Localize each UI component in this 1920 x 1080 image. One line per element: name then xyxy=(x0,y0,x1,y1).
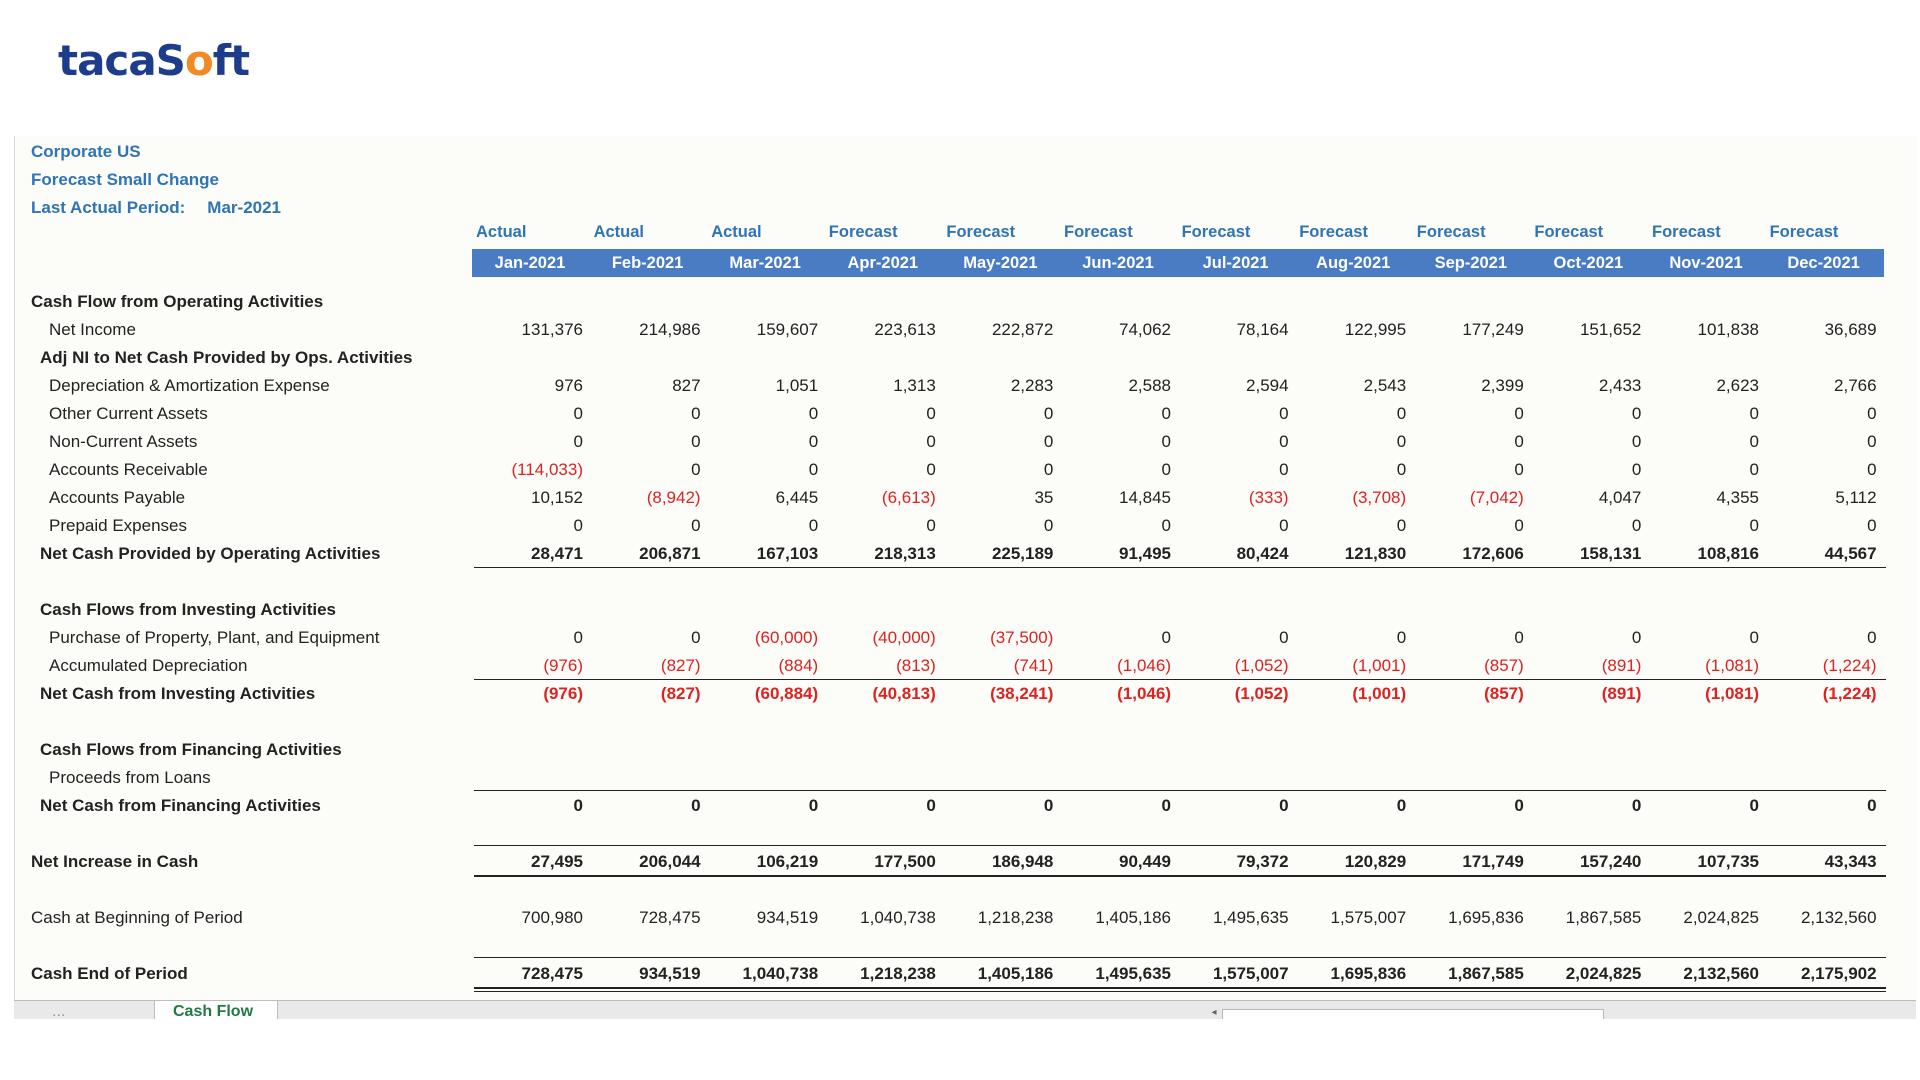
table-cell[interactable]: 0 xyxy=(1631,516,1642,535)
table-cell[interactable]: 2,543 xyxy=(1363,376,1407,395)
table-cell[interactable]: 2,588 xyxy=(1128,376,1171,395)
table-cell[interactable]: 0 xyxy=(691,796,701,815)
table-cell[interactable]: (60,000) xyxy=(754,628,819,647)
table-cell[interactable]: 1,867,585 xyxy=(1448,964,1524,983)
table-cell[interactable]: 728,475 xyxy=(521,964,583,983)
table-cell[interactable]: 1,575,007 xyxy=(1330,908,1407,927)
column-type-7: Forecast xyxy=(1299,223,1368,241)
row-label: Cash at Beginning of Period xyxy=(31,908,243,927)
row-label: Non-Current Assets xyxy=(49,432,198,451)
column-type-5: Forecast xyxy=(1064,223,1133,241)
table-cell[interactable]: 0 xyxy=(1867,796,1877,815)
table-cell[interactable]: (40,813) xyxy=(872,684,936,703)
table-cell[interactable]: 0 xyxy=(1631,404,1642,423)
table-cell[interactable]: 1,040,738 xyxy=(860,908,936,927)
column-period-3: Apr-2021 xyxy=(847,254,919,272)
table-cell[interactable]: (1,081) xyxy=(1705,656,1759,675)
table-cell[interactable]: 0 xyxy=(1279,460,1289,479)
table-cell[interactable]: 0 xyxy=(691,460,701,479)
column-period-4: May-2021 xyxy=(963,254,1038,272)
table-cell[interactable]: 225,189 xyxy=(991,544,1054,563)
table-cell[interactable]: 0 xyxy=(1396,796,1407,815)
table-cell[interactable]: 0 xyxy=(926,796,936,815)
table-cell[interactable]: 0 xyxy=(1396,628,1407,647)
table-cell[interactable]: 177,249 xyxy=(1462,320,1524,339)
row-label: Depreciation & Amortization Expense xyxy=(49,376,330,395)
table-cell[interactable]: 2,132,560 xyxy=(1683,964,1759,983)
logo-text-b: S xyxy=(155,36,185,85)
table-row xyxy=(15,848,1917,876)
row-label: Adj NI to Net Cash Provided by Ops. Activities xyxy=(40,348,413,367)
table-cell[interactable]: 14,845 xyxy=(1119,488,1171,507)
table-cell[interactable]: 1,495,635 xyxy=(1212,908,1289,927)
table-cell[interactable]: 120,829 xyxy=(1344,852,1407,871)
table-cell[interactable]: (1,052) xyxy=(1234,684,1289,703)
row-label: Net Cash from Investing Activities xyxy=(40,684,316,703)
row-label: Cash Flows from Investing Activities xyxy=(40,600,336,619)
column-period-8: Sep-2021 xyxy=(1434,254,1508,272)
table-cell[interactable]: 0 xyxy=(1867,432,1877,451)
table-cell[interactable]: 28,471 xyxy=(531,544,583,563)
table-row xyxy=(15,372,1917,400)
table-cell[interactable]: (6,613) xyxy=(881,488,936,507)
table-cell[interactable]: 0 xyxy=(1867,404,1877,423)
row-label: Net Increase in Cash xyxy=(31,852,199,871)
table-cell[interactable]: 0 xyxy=(573,516,583,535)
column-period-5: Jun-2021 xyxy=(1082,254,1154,272)
table-cell[interactable]: 0 xyxy=(573,404,583,423)
table-cell[interactable]: 222,872 xyxy=(991,320,1054,339)
table-cell[interactable]: 0 xyxy=(1749,460,1759,479)
table-row xyxy=(15,680,1917,708)
table-cell[interactable]: (813) xyxy=(896,656,936,675)
table-cell[interactable]: 4,047 xyxy=(1598,488,1642,507)
column-period-0: Jan-2021 xyxy=(494,254,566,272)
table-cell[interactable]: (40,000) xyxy=(872,628,936,647)
table-cell[interactable]: 1,695,836 xyxy=(1448,908,1524,927)
table-cell[interactable]: 0 xyxy=(808,796,819,815)
total-rule-double xyxy=(474,991,1886,992)
table-cell[interactable]: 0 xyxy=(1749,516,1759,535)
table-cell[interactable]: (8,942) xyxy=(646,488,701,507)
table-cell[interactable]: 0 xyxy=(1514,460,1524,479)
table-cell[interactable]: 700,980 xyxy=(521,908,583,927)
table-cell[interactable]: 0 xyxy=(1279,796,1289,815)
table-cell[interactable]: (857) xyxy=(1484,684,1524,703)
table-cell[interactable]: 44,567 xyxy=(1824,544,1877,563)
table-cell[interactable]: 0 xyxy=(1043,516,1054,535)
table-cell[interactable]: 827 xyxy=(672,376,701,395)
column-period-11: Dec-2021 xyxy=(1787,254,1860,272)
table-cell[interactable]: 728,475 xyxy=(639,908,701,927)
table-cell[interactable]: 36,689 xyxy=(1824,320,1877,339)
table-cell[interactable]: 976 xyxy=(554,376,583,395)
table-cell[interactable]: 0 xyxy=(1631,628,1642,647)
table-cell[interactable]: 0 xyxy=(1279,404,1289,423)
table-cell[interactable]: 27,495 xyxy=(531,852,583,871)
column-type-header xyxy=(472,218,1884,246)
table-cell[interactable]: 934,519 xyxy=(756,908,819,927)
row-label: Accounts Payable xyxy=(49,488,186,507)
table-cell[interactable]: 0 xyxy=(1161,404,1171,423)
cash-flow-sheet xyxy=(14,136,1917,1002)
table-cell[interactable]: 2,024,825 xyxy=(1565,964,1642,983)
table-row xyxy=(15,540,1917,568)
table-cell[interactable]: 122,995 xyxy=(1344,320,1407,339)
table-cell[interactable]: 101,838 xyxy=(1697,320,1759,339)
table-cell[interactable]: 121,830 xyxy=(1344,544,1407,563)
table-cell[interactable]: 0 xyxy=(1514,404,1524,423)
table-cell[interactable]: 157,240 xyxy=(1579,852,1642,871)
table-cell[interactable]: 0 xyxy=(1749,404,1759,423)
table-cell[interactable]: (1,224) xyxy=(1822,684,1877,703)
column-type-9: Forecast xyxy=(1534,223,1604,241)
table-cell[interactable]: 2,283 xyxy=(1010,376,1054,395)
table-cell[interactable]: 79,372 xyxy=(1236,852,1289,871)
table-cell[interactable]: 35 xyxy=(1034,488,1054,507)
table-cell[interactable]: 43,343 xyxy=(1824,852,1877,871)
table-cell[interactable]: (333) xyxy=(1248,488,1289,507)
table-cell[interactable]: (1,081) xyxy=(1705,684,1759,703)
scenario-name: Forecast Small Change xyxy=(31,170,220,189)
table-cell[interactable]: 0 xyxy=(1396,516,1407,535)
table-cell[interactable]: 934,519 xyxy=(639,964,701,983)
table-cell[interactable]: (1,046) xyxy=(1117,684,1171,703)
table-cell[interactable]: 2,399 xyxy=(1481,376,1524,395)
column-type-6: Forecast xyxy=(1181,223,1251,241)
table-cell[interactable]: 1,313 xyxy=(893,376,936,395)
table-cell[interactable]: (884) xyxy=(778,656,819,675)
table-cell[interactable]: (1,046) xyxy=(1117,656,1171,675)
total-rule xyxy=(474,790,1886,791)
table-cell[interactable]: 171,749 xyxy=(1462,852,1524,871)
table-cell[interactable]: 0 xyxy=(1043,404,1054,423)
table-row xyxy=(15,904,1917,932)
table-cell[interactable]: (891) xyxy=(1601,684,1642,703)
column-period-2: Mar-2021 xyxy=(729,254,801,272)
table-cell[interactable]: 186,948 xyxy=(991,852,1054,871)
total-rule xyxy=(474,845,1886,846)
table-row xyxy=(15,288,1917,316)
table-cell[interactable]: (1,052) xyxy=(1234,656,1289,675)
table-cell[interactable]: 91,495 xyxy=(1119,544,1171,563)
table-cell[interactable]: (976) xyxy=(543,656,583,675)
table-cell[interactable]: 0 xyxy=(691,404,701,423)
row-label: Other Current Assets xyxy=(49,404,208,423)
row-label: Purchase of Property, Plant, and Equipment xyxy=(49,628,380,647)
table-cell[interactable]: 0 xyxy=(1396,432,1407,451)
table-cell[interactable]: 108,816 xyxy=(1697,544,1759,563)
table-cell[interactable]: 80,424 xyxy=(1236,544,1289,563)
total-rule xyxy=(474,679,1886,680)
table-cell[interactable]: 151,652 xyxy=(1579,320,1642,339)
column-type-8: Forecast xyxy=(1416,223,1486,241)
table-row xyxy=(15,456,1917,484)
table-cell[interactable]: (891) xyxy=(1601,656,1642,675)
table-cell[interactable]: 0 xyxy=(1514,628,1524,647)
column-type-4: Forecast xyxy=(946,223,1016,241)
table-row xyxy=(15,764,1917,792)
column-period-10: Nov-2021 xyxy=(1669,254,1743,272)
table-cell[interactable]: 0 xyxy=(1514,432,1524,451)
table-row xyxy=(15,344,1917,372)
table-cell[interactable]: 172,606 xyxy=(1462,544,1524,563)
table-cell[interactable]: 0 xyxy=(1043,460,1054,479)
table-cell[interactable]: 1,575,007 xyxy=(1212,964,1289,983)
column-period-1: Feb-2021 xyxy=(611,254,684,272)
table-cell[interactable]: 1,867,585 xyxy=(1565,908,1642,927)
table-row xyxy=(15,624,1917,652)
table-cell[interactable]: 2,766 xyxy=(1834,376,1877,395)
table-cell[interactable]: 0 xyxy=(1396,460,1407,479)
table-cell[interactable]: (827) xyxy=(660,656,701,675)
column-period-header xyxy=(472,249,1884,277)
table-cell[interactable]: 177,500 xyxy=(874,852,936,871)
table-cell[interactable]: 2,433 xyxy=(1598,376,1642,395)
table-cell[interactable]: 131,376 xyxy=(521,320,583,339)
table-cell[interactable]: 0 xyxy=(1749,628,1759,647)
table-cell[interactable]: 0 xyxy=(1867,516,1877,535)
tacasoft-logo xyxy=(58,36,249,85)
table-cell[interactable]: 0 xyxy=(691,432,701,451)
table-row xyxy=(15,736,1917,764)
table-cell[interactable]: 0 xyxy=(1631,460,1642,479)
table-cell[interactable]: 1,695,836 xyxy=(1330,964,1407,983)
column-type-11: Forecast xyxy=(1769,223,1839,241)
table-cell[interactable]: (827) xyxy=(660,684,701,703)
table-cell[interactable]: 0 xyxy=(808,432,819,451)
last-actual-period xyxy=(31,198,281,218)
row-label: Net Cash Provided by Operating Activities xyxy=(40,544,381,563)
table-cell[interactable]: 90,449 xyxy=(1119,852,1171,871)
table-cell[interactable]: (741) xyxy=(1013,656,1054,675)
total-rule xyxy=(474,567,1886,568)
column-period-6: Jul-2021 xyxy=(1202,254,1269,272)
table-cell[interactable]: 0 xyxy=(926,432,936,451)
table-cell[interactable]: 2,594 xyxy=(1246,376,1289,395)
table-cell[interactable]: 0 xyxy=(1279,628,1289,647)
table-cell[interactable]: 0 xyxy=(1749,796,1759,815)
table-cell[interactable]: 0 xyxy=(1514,516,1524,535)
table-cell[interactable]: (1,001) xyxy=(1352,684,1407,703)
column-type-3: Forecast xyxy=(828,223,898,241)
total-rule xyxy=(474,875,1886,877)
sheet-tab-cash-flow[interactable]: Cash Flow xyxy=(154,1000,278,1019)
logo-o-icon: o xyxy=(184,36,213,85)
logo-text-c: ft xyxy=(212,36,250,85)
table-cell[interactable]: 158,131 xyxy=(1579,544,1642,563)
horizontal-scrollbar[interactable] xyxy=(1222,1009,1604,1019)
table-cell[interactable]: 106,219 xyxy=(756,852,819,871)
total-rule xyxy=(474,987,1886,989)
table-cell[interactable]: 0 xyxy=(1867,628,1877,647)
table-cell[interactable]: 214,986 xyxy=(639,320,701,339)
row-label: Net Cash from Financing Activities xyxy=(40,796,321,815)
table-cell[interactable]: 206,871 xyxy=(639,544,701,563)
entity-name: Corporate US xyxy=(31,142,141,161)
table-cell[interactable]: 1,218,238 xyxy=(860,964,936,983)
table-cell[interactable]: 1,218,238 xyxy=(977,908,1054,927)
table-cell[interactable]: (37,500) xyxy=(990,628,1054,647)
column-period-9: Oct-2021 xyxy=(1553,254,1624,272)
table-cell[interactable]: 5,112 xyxy=(1835,488,1877,507)
column-period-7: Aug-2021 xyxy=(1316,254,1391,272)
logo-text-a: taca xyxy=(58,36,156,85)
table-cell[interactable]: 218,313 xyxy=(874,544,936,563)
table-cell[interactable]: 10,152 xyxy=(531,488,583,507)
table-cell[interactable]: 0 xyxy=(1161,432,1171,451)
table-cell[interactable]: 0 xyxy=(1161,796,1171,815)
table-cell[interactable]: 1,040,738 xyxy=(742,964,819,983)
row-label: Cash End of Period xyxy=(31,964,188,983)
row-label: Accounts Receivable xyxy=(49,460,208,479)
table-cell[interactable]: 0 xyxy=(1161,516,1171,535)
table-cell[interactable]: 0 xyxy=(808,460,819,479)
table-cell[interactable]: (7,042) xyxy=(1469,488,1524,507)
table-cell[interactable]: (976) xyxy=(543,684,583,703)
table-cell[interactable]: (857) xyxy=(1484,656,1524,675)
table-row xyxy=(15,316,1917,344)
table-cell[interactable]: 0 xyxy=(1396,404,1407,423)
table-cell[interactable]: 0 xyxy=(573,432,583,451)
table-cell[interactable]: 107,735 xyxy=(1697,852,1759,871)
table-cell[interactable]: (38,241) xyxy=(990,684,1054,703)
table-cell[interactable]: (3,708) xyxy=(1352,488,1407,507)
table-cell[interactable]: 2,132,560 xyxy=(1800,908,1877,927)
row-label: Proceeds from Loans xyxy=(49,768,211,787)
column-type-0: Actual xyxy=(476,223,527,241)
table-cell[interactable]: 159,607 xyxy=(756,320,819,339)
table-row xyxy=(15,652,1917,680)
table-cell[interactable]: (1,001) xyxy=(1352,656,1407,675)
table-cell[interactable]: 0 xyxy=(1043,432,1054,451)
table-cell[interactable]: 2,024,825 xyxy=(1683,908,1759,927)
table-cell[interactable]: 167,103 xyxy=(756,544,819,563)
table-row xyxy=(15,960,1917,988)
table-cell[interactable]: 0 xyxy=(808,516,819,535)
table-cell[interactable]: 0 xyxy=(1161,628,1171,647)
table-cell[interactable]: 223,613 xyxy=(874,320,936,339)
column-type-10: Forecast xyxy=(1652,223,1721,241)
row-label: Net Income xyxy=(49,320,136,339)
table-cell[interactable]: 4,355 xyxy=(1716,488,1759,507)
table-cell[interactable]: 0 xyxy=(808,404,819,423)
table-row xyxy=(15,428,1917,456)
sheet-tab-bar xyxy=(14,1000,1916,1019)
table-cell[interactable]: 6,445 xyxy=(775,488,819,507)
table-cell[interactable]: 0 xyxy=(1867,460,1877,479)
table-cell[interactable]: 0 xyxy=(1631,432,1642,451)
scroll-left-icon[interactable]: ◂ xyxy=(1211,1007,1217,1018)
table-cell[interactable]: 0 xyxy=(1749,432,1759,451)
column-type-2: Actual xyxy=(711,223,762,241)
table-cell[interactable]: 0 xyxy=(573,628,583,647)
table-row xyxy=(15,484,1917,512)
table-cell[interactable]: 0 xyxy=(691,628,701,647)
row-label: Cash Flow from Operating Activities xyxy=(31,292,324,311)
table-cell[interactable]: (1,224) xyxy=(1822,656,1877,675)
table-cell[interactable]: 1,495,635 xyxy=(1095,964,1171,983)
table-cell[interactable]: 0 xyxy=(926,516,936,535)
table-row xyxy=(15,512,1917,540)
table-cell[interactable]: 0 xyxy=(691,516,701,535)
table-cell[interactable]: 0 xyxy=(1043,796,1054,815)
table-cell[interactable]: (60,884) xyxy=(754,684,819,703)
table-cell[interactable]: 206,044 xyxy=(639,852,701,871)
row-label: Prepaid Expenses xyxy=(49,516,187,535)
last-actual-value: Mar-2021 xyxy=(207,198,282,217)
table-cell[interactable]: 0 xyxy=(1631,796,1642,815)
table-cell[interactable]: 1,051 xyxy=(775,376,819,395)
column-type-1: Actual xyxy=(593,223,645,241)
table-cell[interactable]: 0 xyxy=(1514,796,1524,815)
last-actual-label: Last Actual Period: xyxy=(31,198,186,217)
table-cell[interactable]: 2,175,902 xyxy=(1800,964,1877,983)
table-cell[interactable]: 78,164 xyxy=(1236,320,1289,339)
table-cell[interactable]: 1,405,186 xyxy=(977,964,1054,983)
table-row xyxy=(15,792,1917,820)
table-cell[interactable]: (114,033) xyxy=(511,460,583,479)
sheet-tab-previous[interactable]: ... xyxy=(52,1003,66,1019)
table-cell[interactable]: 0 xyxy=(1161,460,1171,479)
table-cell[interactable]: 0 xyxy=(573,796,583,815)
table-cell[interactable]: 74,062 xyxy=(1119,320,1171,339)
row-label: Cash Flows from Financing Activities xyxy=(40,740,342,759)
table-cell[interactable]: 1,405,186 xyxy=(1095,908,1171,927)
table-cell[interactable]: 2,623 xyxy=(1716,376,1759,395)
row-label: Accumulated Depreciation xyxy=(49,656,248,675)
table-cell[interactable]: 0 xyxy=(1279,432,1289,451)
total-rule xyxy=(474,957,1886,958)
table-row xyxy=(15,400,1917,428)
table-cell[interactable]: 0 xyxy=(1279,516,1289,535)
table-cell[interactable]: 0 xyxy=(926,404,936,423)
table-cell[interactable]: 0 xyxy=(926,460,936,479)
table-row xyxy=(15,596,1917,624)
